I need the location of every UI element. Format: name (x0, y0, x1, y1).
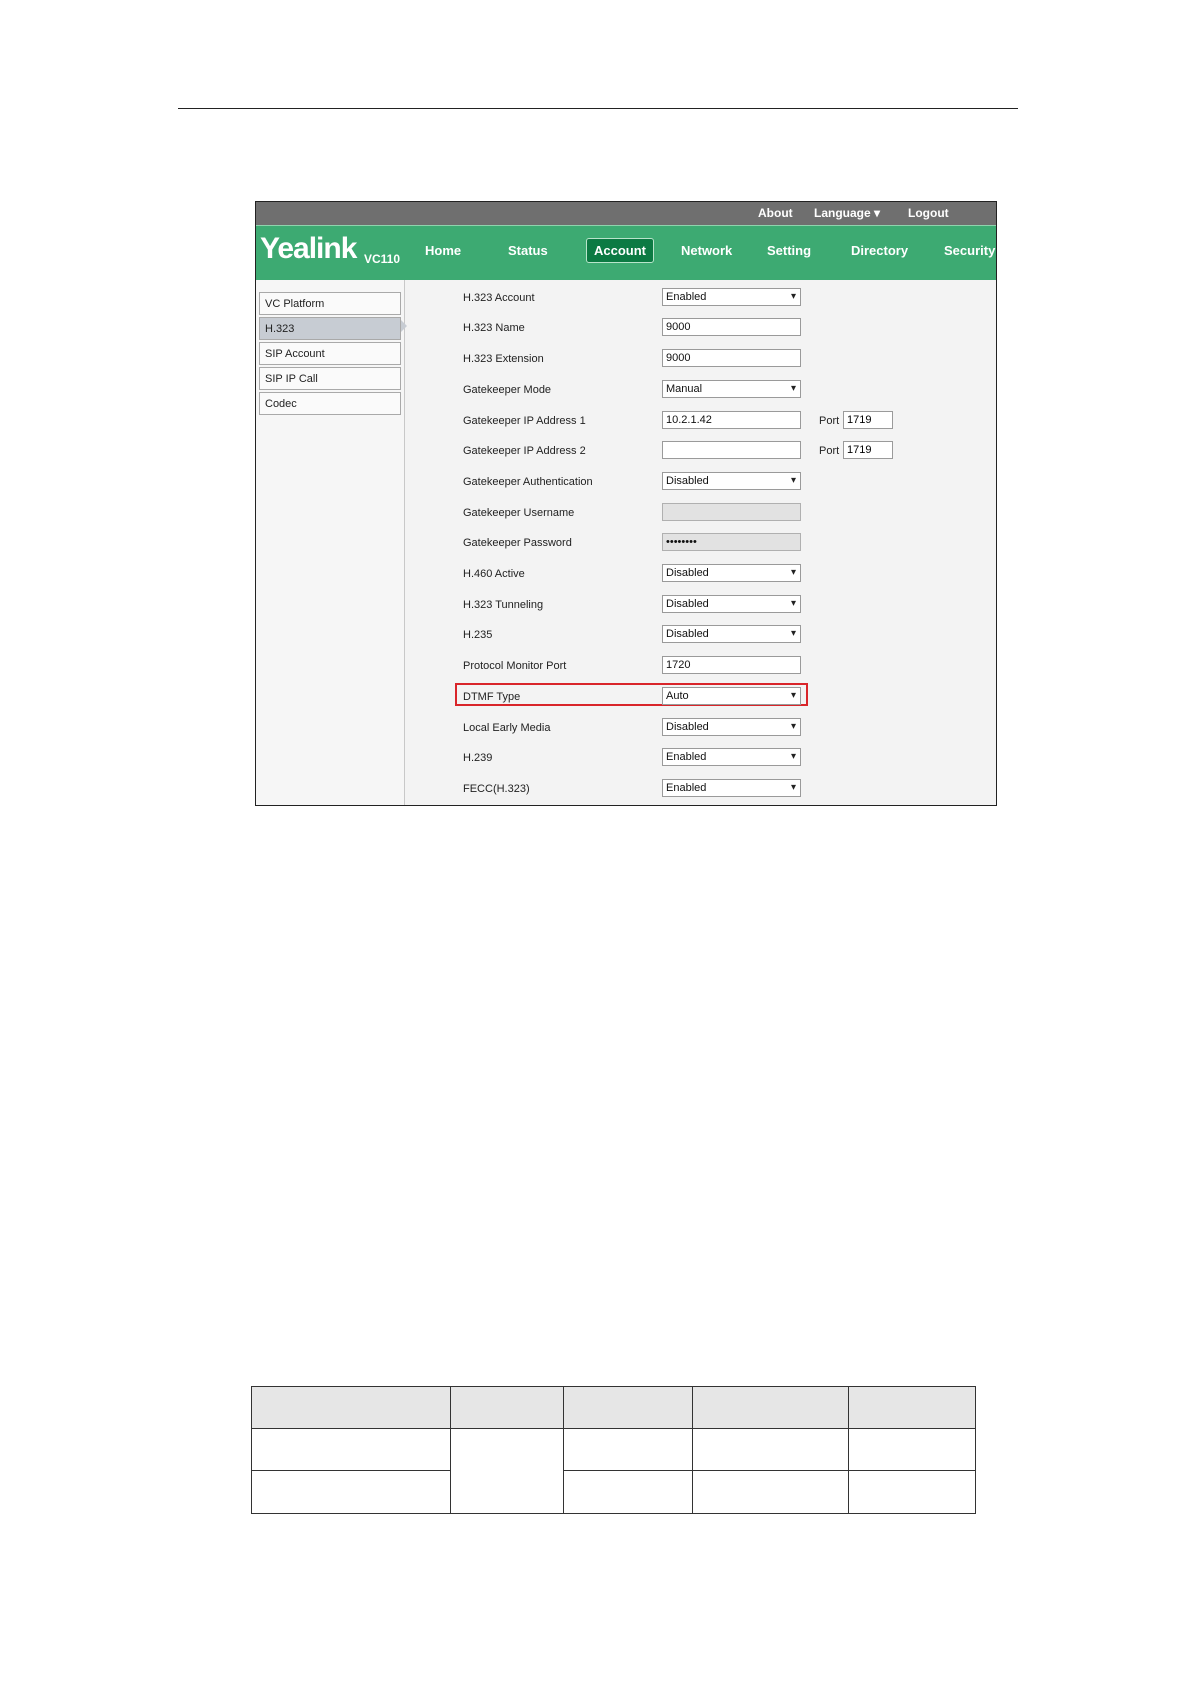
table-cell (252, 1387, 451, 1429)
model-label: VC110 (364, 252, 401, 266)
h239-label: H.239 (463, 752, 493, 764)
gatekeeper-port2-label: Port (819, 445, 840, 457)
gatekeeper-ip2-input[interactable] (662, 441, 801, 459)
form-row (463, 656, 983, 678)
form-row (463, 472, 983, 494)
yealink-logo: Yealink (260, 232, 357, 265)
sidebar-item-codec[interactable]: Codec (259, 392, 401, 415)
gatekeeper-auth-label: Gatekeeper Authentication (463, 476, 593, 488)
local-early-media-select[interactable]: Disabled ▾ (662, 718, 801, 736)
h460-active-label: H.460 Active (463, 568, 525, 580)
table-cell (450, 1387, 563, 1429)
gatekeeper-password-input[interactable]: •••••••• (662, 533, 801, 551)
form-row (463, 380, 983, 402)
gatekeeper-username-input[interactable] (662, 503, 801, 521)
table-cell (692, 1387, 848, 1429)
gatekeeper-mode-label: Gatekeeper Mode (463, 384, 552, 396)
table-cell (848, 1428, 975, 1471)
form-row (463, 625, 983, 647)
table-cell-merged (450, 1428, 563, 1513)
h323-extension-input[interactable]: 9000 (662, 349, 801, 367)
sidebar-item-h323[interactable]: H.323 (259, 317, 401, 340)
gatekeeper-ip2-label: Gatekeeper IP Address 2 (463, 445, 586, 457)
fecc-label: FECC(H.323) (463, 783, 530, 795)
main-nav (256, 225, 996, 280)
fecc-select[interactable]: Enabled ▾ (662, 779, 801, 797)
gatekeeper-port1-label: Port (819, 415, 840, 427)
language-menu[interactable]: Language ▾ (814, 206, 881, 220)
nav-security[interactable]: Security (944, 243, 996, 258)
sidebar-item-sip-ip-call[interactable]: SIP IP Call (259, 367, 401, 390)
nav-network[interactable]: Network (681, 243, 733, 258)
gatekeeper-ip1-input[interactable]: 10.2.1.42 (662, 411, 801, 429)
form-row (463, 748, 983, 770)
form-row (463, 441, 983, 463)
nav-setting[interactable]: Setting (767, 243, 812, 258)
web-ui-screenshot (255, 201, 997, 806)
table-cell (564, 1387, 692, 1429)
protocol-monitor-port-label: Protocol Monitor Port (463, 660, 567, 672)
parameter-table (251, 1386, 976, 1514)
table-cell (252, 1471, 451, 1514)
form-row (463, 564, 983, 586)
dtmf-type-label: DTMF Type (463, 691, 521, 703)
gatekeeper-password-label: Gatekeeper Password (463, 537, 572, 549)
form-row (463, 288, 983, 310)
nav-status[interactable]: Status (508, 243, 548, 258)
gatekeeper-username-label: Gatekeeper Username (463, 507, 575, 519)
h235-select[interactable]: Disabled ▾ (662, 625, 801, 643)
sidebar (256, 280, 405, 805)
form-row (463, 318, 983, 340)
form-row (463, 411, 983, 433)
h239-select[interactable]: Enabled ▾ (662, 748, 801, 766)
table-cell (848, 1387, 975, 1429)
form-row (463, 503, 983, 525)
table-cell (564, 1428, 692, 1471)
nav-home[interactable]: Home (425, 243, 462, 258)
h323-name-input[interactable]: 9000 (662, 318, 801, 336)
dtmf-type-select[interactable]: Auto ▾ (662, 687, 801, 705)
h323-account-label: H.323 Account (463, 292, 535, 304)
about-link[interactable]: About (758, 206, 793, 220)
h323-tunneling-label: H.323 Tunneling (463, 599, 544, 611)
table-header-row (252, 1387, 976, 1429)
form-row (463, 349, 983, 371)
table-cell (848, 1471, 975, 1514)
form-row (463, 779, 983, 801)
top-bar (256, 202, 996, 225)
table-cell (692, 1428, 848, 1471)
sidebar-item-vc-platform[interactable]: VC Platform (259, 292, 401, 315)
form-row (463, 533, 983, 555)
sidebar-item-sip-account[interactable]: SIP Account (259, 342, 401, 365)
h323-name-label: H.323 Name (463, 322, 525, 334)
form-row (463, 687, 983, 709)
gatekeeper-port2-input[interactable]: 1719 (843, 441, 893, 459)
table-cell (564, 1471, 692, 1514)
gatekeeper-ip1-label: Gatekeeper IP Address 1 (463, 415, 586, 427)
protocol-monitor-port-input[interactable]: 1720 (662, 656, 801, 674)
table-row (252, 1428, 976, 1471)
nav-directory[interactable]: Directory (851, 243, 909, 258)
table-row (252, 1471, 976, 1514)
h323-extension-label: H.323 Extension (463, 353, 544, 365)
logout-link[interactable]: Logout (908, 206, 949, 220)
local-early-media-label: Local Early Media (463, 722, 551, 734)
h235-label: H.235 (463, 629, 493, 641)
table-cell (692, 1471, 848, 1514)
gatekeeper-mode-select[interactable]: Manual ▾ (662, 380, 801, 398)
table-cell (252, 1428, 451, 1471)
h323-tunneling-select[interactable]: Disabled ▾ (662, 595, 801, 613)
h460-active-select[interactable]: Disabled ▾ (662, 564, 801, 582)
page-header-rule (178, 108, 1018, 109)
selected-arrow-icon (401, 320, 407, 332)
h323-account-select[interactable]: Enabled ▾ (662, 288, 801, 306)
nav-account[interactable]: Account (586, 238, 654, 263)
gatekeeper-port1-input[interactable]: 1719 (843, 411, 893, 429)
form-row (463, 718, 983, 740)
gatekeeper-auth-select[interactable]: Disabled ▾ (662, 472, 801, 490)
form-row (463, 595, 983, 617)
